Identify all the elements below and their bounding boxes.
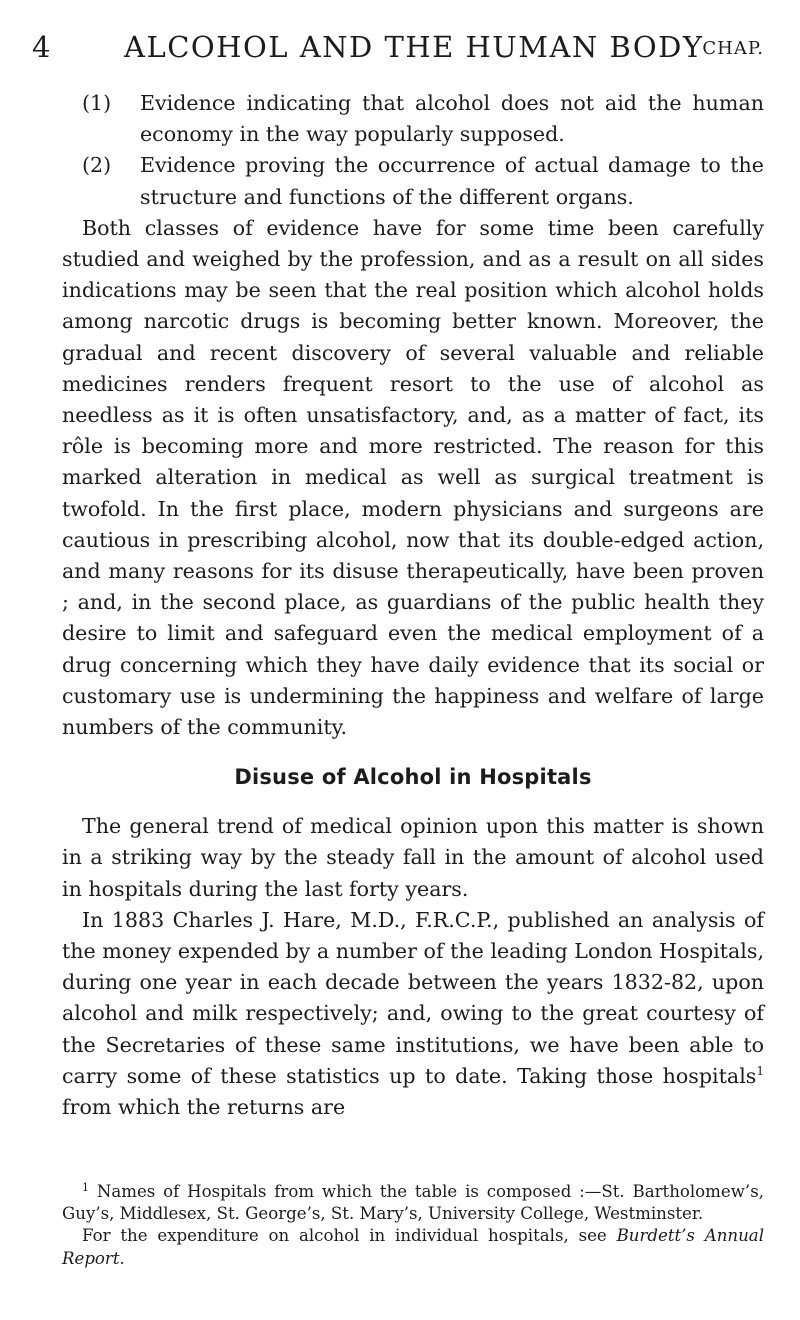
list-item	[62, 150, 764, 212]
footnotes	[62, 1181, 764, 1270]
paragraph-hare-analysis	[62, 905, 764, 1123]
paragraph-evidence: Both classes of evidence have for some time been carefully studied and weighed by the profession, and as a result on all sides indications may be seen that the real position which alcohol holds among narcotic drugs is becoming better known. Moreover, the gradual and recent discovery of several valuable and reliable medicines renders frequent resort to the use of alcohol as needless as it is often unsatisfactory, and, as a matter of fact, its rôle is becoming more and more restricted. The reason for this marked alteration in medical as well as surgical treatment is twofold. In the first place, modern physicians and surgeons are cautious in prescribing alcohol, now that its double-edged action, and many reasons for its disuse therapeutically, have been proven ; and, in the second place, as guardians of the public health they desire to limit and safeguard even the medical employment of a drug concerning which they have daily evidence that its social or customary use is undermining the happiness and welfare of large numbers of the community.	[62, 215, 764, 740]
paragraph-trend: The general trend of medical opinion upon this matter is shown in a striking way by the steady fall in the amount of alcohol used in hospitals during the last forty years.	[62, 814, 764, 901]
running-title: ALCOHOL AND THE HUMAN BODY	[124, 30, 704, 64]
paragraph-text: In 1883 Charles J. Hare, M.D., F.R.C.P., published an analysis of the money expended by a number of the leading London Hospitals, during one year in each decade between the years 1832-82, upon alcohol and milk respectively; and, owing to the great courtesy of the Secretaries of these same institutions, we have been able to carry some of these statistics up to date. Taking those hospitals	[62, 907, 764, 1088]
body-text	[62, 88, 764, 1123]
footnote	[62, 1181, 764, 1225]
footnote-marker: 1	[82, 1181, 89, 1194]
page-number: 4	[32, 30, 51, 64]
list-item-number: (2)	[82, 153, 112, 178]
footnote-text: For the expenditure on alcohol in individual hospitals, see	[82, 1226, 617, 1246]
footnote-continuation	[62, 1225, 764, 1269]
section-heading: Disuse of Alcohol in Hospitals	[234, 765, 592, 790]
paragraph-text-end: from which the returns are	[62, 1095, 346, 1120]
list-item-text: Evidence indicating that alcohol does not aid the human economy in the way popularly supposed.	[140, 91, 764, 147]
chapter-label: CHAP.	[702, 38, 764, 59]
list-item-text: Evidence proving the occurrence of actual damage to the structure and functions of the different organs.	[140, 153, 764, 209]
footnote-text: Names of Hospitals from which the table is composed :—St. Bartholomew’s, Guy’s, Middlesex, St. George’s, St. Mary’s, University College, Westminster.	[62, 1182, 764, 1224]
list-item	[62, 88, 764, 150]
footnote-reference[interactable]: 1	[756, 1063, 764, 1078]
page-header	[32, 26, 768, 70]
publication-title: Burdett’s Annual Report.	[62, 1226, 765, 1268]
list-item-number: (1)	[82, 91, 112, 115]
